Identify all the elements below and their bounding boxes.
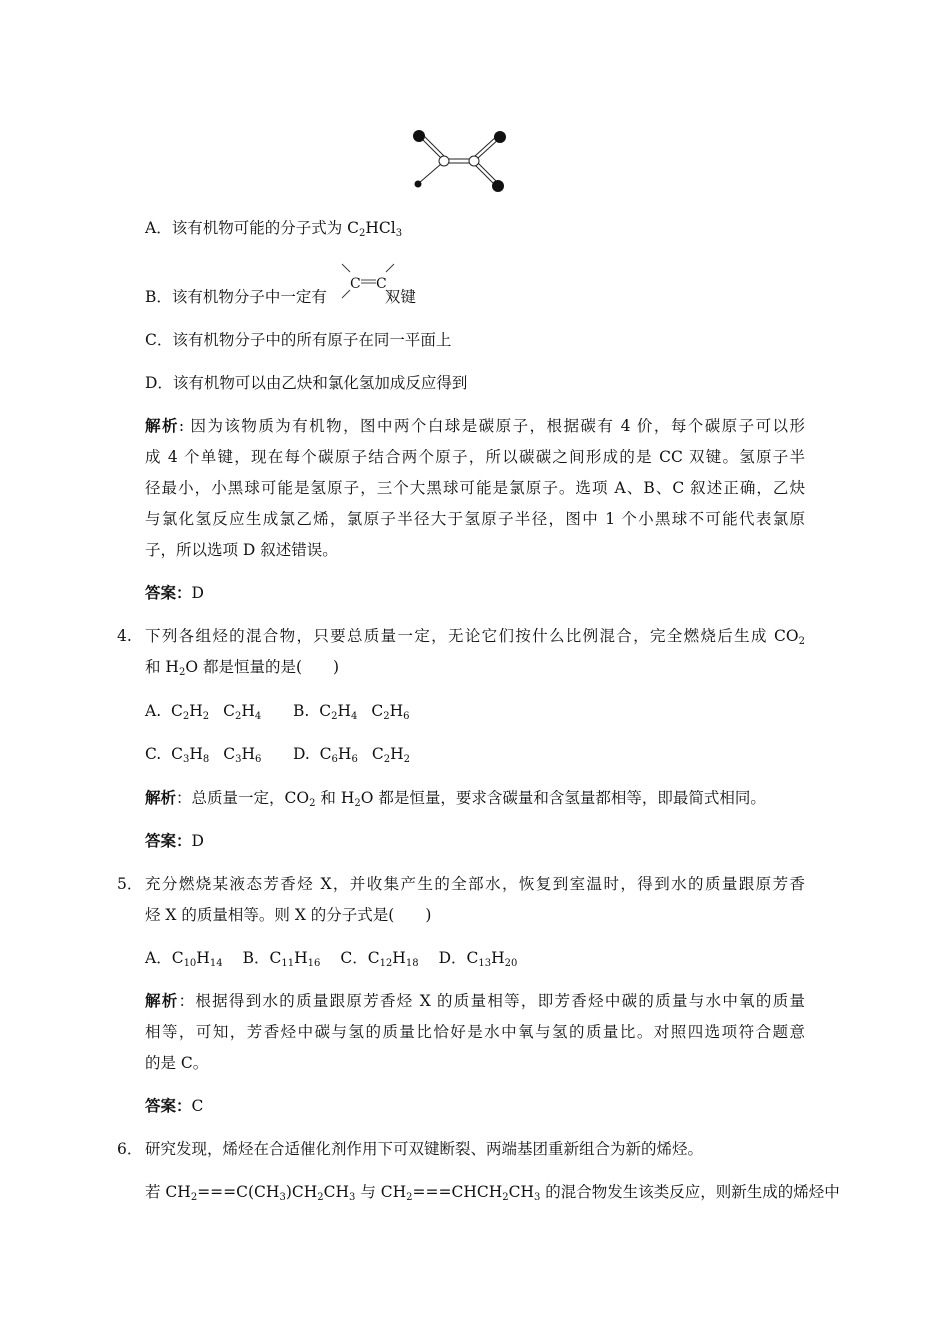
cc-double-bond-structure <box>338 260 400 302</box>
q5-analysis-line: 的是 C。 <box>145 1054 209 1072</box>
q4-answer: 答案：D <box>145 831 204 850</box>
q4-option-b: B. $C_2H_4$ $C_2H_6$ <box>293 702 410 722</box>
q5-option-c: C．$C_{12}H_{18}$ <box>340 949 419 969</box>
q4-option-d: D. $C_6H_6$ $C_2H_2$ <box>293 745 410 765</box>
q3-answer: 答案：D <box>145 583 204 602</box>
carbon-atom <box>469 156 479 166</box>
q3-option-b: B．该有机物分子中一定有 双键 <box>145 288 416 306</box>
cc-carbon-right: C <box>376 276 387 292</box>
q5-option-a: A．$C_{10}H_{14}$ <box>145 949 223 969</box>
q3-option-a: A．该有机物可能的分子式为 $C_2HCl_3$ <box>145 219 403 239</box>
q3-analysis-line: 解析: 因为该物质为有机物，图中两个白球是碳原子，根据碳有 4 价，每个碳原子可以形 <box>145 416 805 435</box>
carbon-atom <box>439 156 449 166</box>
q4-analysis: 解析：总质量一定，$CO_2$ 和 $H_2O$ 都是恒量，要求含碳量和含氢量都相等，即最简式相同。 <box>145 788 766 809</box>
q5-option-d: D．$C_{13}H_{20}$ <box>438 949 518 969</box>
q3-option-c: C．该有机物分子中的所有原子在同一平面上 <box>145 331 452 349</box>
q4-option-a: A. $C_2H_2$ $C_2H_4$ <box>145 702 262 722</box>
large-black-atom <box>413 130 425 142</box>
q6-stem-line: 若 $CH_2===C(CH_3)CH_2CH_3$ 与 $CH_2===CHCH_2CH_3$ 的混合物发生该类反应，则新生成的烯烃中 <box>145 1183 840 1203</box>
large-black-atom <box>492 180 504 192</box>
q5-stem-line: 充分燃烧某液态芳香烃 X，并收集产生的全部水，恢复到室温时，得到水的质量跟原芳香 <box>145 875 805 893</box>
q4-option-c: C. $C_3H_8$ $C_3H_6$ <box>145 745 262 765</box>
q4-stem-line: 和 $H_2O$ 都是恒量的是( ) <box>145 658 340 678</box>
q5-stem-line: 烃 X 的质量相等。则 X 的分子式是( ) <box>145 906 432 924</box>
q4-number: 4. <box>117 627 132 645</box>
large-black-atom <box>494 131 506 143</box>
q5-analysis-line: 相等，可知，芳香烃中碳与氢的质量比恰好是水中氧与氢的质量比。对照四选项符合题意 <box>145 1023 805 1041</box>
q5-answer: 答案：C <box>145 1096 204 1115</box>
q5-options <box>145 948 517 968</box>
q4-stem-line: 下列各组烃的混合物，只要总质量一定，无论它们按什么比例混合，完全燃烧后生成 $CO_2$ <box>145 627 805 647</box>
q3-analysis-line: 成 4 个单键，现在每个碳原子结合两个原子，所以碳碳之间形成的是 CC 双键。氢原子半 <box>145 448 805 466</box>
q6-stem-line: 研究发现，烯烃在合适催化剂作用下可双键断裂、两端基团重新组合为新的烯烃。 <box>145 1140 704 1158</box>
q3-analysis-line: 径最小，小黑球可能是氢原子，三个大黑球可能是氯原子。选项 A、B、C 叙述正确，乙炔 <box>145 479 805 497</box>
q5-option-b: B．$C_{11}H_{16}$ <box>242 949 321 969</box>
molecule-model-figure <box>405 125 515 200</box>
q5-analysis-line: 解析：根据得到水的质量跟原芳香烃 X 的质量相等，即芳香烃中碳的质量与水中氧的质量 <box>145 991 805 1010</box>
q3-analysis-line: 子，所以选项 D 叙述错误。 <box>145 541 338 559</box>
q3-option-d: D．该有机物可以由乙炔和氯化氢加成反应得到 <box>145 374 468 392</box>
cc-carbon-left: C <box>350 276 361 292</box>
small-black-atom <box>415 181 422 188</box>
q3-analysis-line: 与氯化氢反应生成氯乙烯，氯原子半径大于氢原子半径，图中 1 个小黑球不可能代表氯原 <box>145 510 805 528</box>
q5-number: 5． <box>117 875 143 893</box>
q6-number: 6． <box>117 1140 143 1158</box>
